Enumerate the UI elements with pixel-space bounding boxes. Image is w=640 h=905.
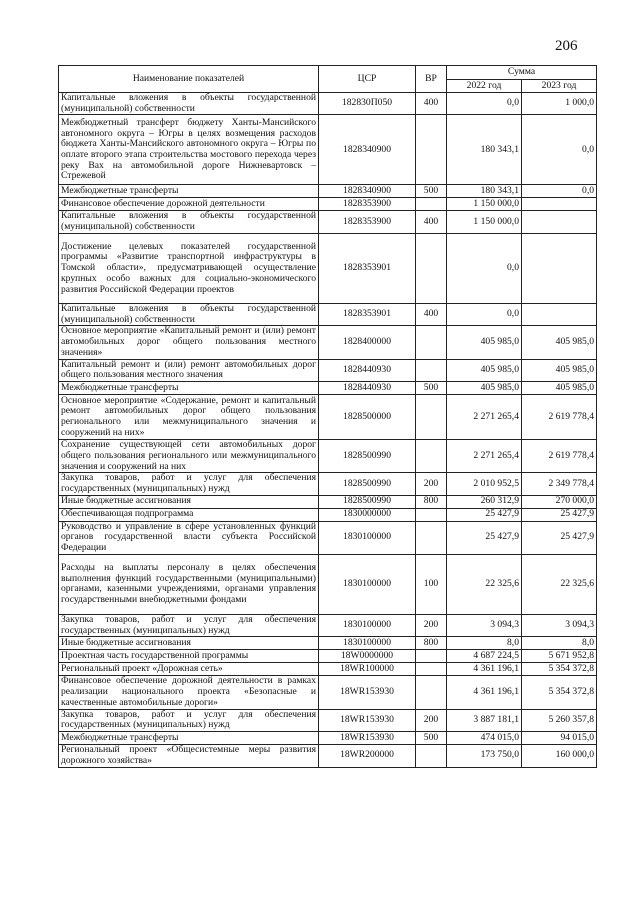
row-sum-2022-cell: 260 312,9	[447, 495, 522, 508]
row-code-cell: 1828353900	[319, 198, 416, 211]
row-sum-2023-cell: 3 094,3	[522, 614, 597, 636]
row-sum-2023-cell	[522, 198, 597, 211]
table-row	[59, 395, 597, 440]
row-code-cell: 18WR153930	[319, 709, 416, 731]
row-sum-2023-cell	[522, 233, 597, 303]
row-name-cell: Иные бюджетные ассигнования	[59, 637, 319, 650]
table-row	[59, 495, 597, 508]
table-row	[59, 211, 597, 233]
row-sum-2022-cell: 2 271 265,4	[447, 395, 522, 440]
row-sum-2022-cell: 4 361 196,1	[447, 663, 522, 676]
row-sum-2022-cell: 8,0	[447, 637, 522, 650]
row-vr-cell: 200	[416, 473, 447, 495]
row-vr-cell: 100	[416, 554, 447, 614]
row-vr-cell: 500	[416, 185, 447, 198]
row-code-cell: 1828400000	[319, 326, 416, 359]
row-code-cell: 1828500000	[319, 395, 416, 440]
row-sum-2023-cell: 405 985,0	[522, 382, 597, 395]
row-code-cell: 1828500990	[319, 440, 416, 473]
table-header	[59, 66, 597, 93]
row-vr-cell	[416, 115, 447, 185]
table-row	[59, 732, 597, 745]
row-code-cell: 1828440930	[319, 359, 416, 381]
row-name-cell: Финансовое обеспечение дорожной деятельности в рамках реализации национального проекта «Безопасные и качественные автомобильные дороги»	[59, 676, 319, 709]
table-row	[59, 198, 597, 211]
table-row	[59, 637, 597, 650]
row-vr-cell	[416, 326, 447, 359]
row-name-cell: Сохранение существующей сети автомобильных дорог общего пользования регионального или межмуниципального значения и сооружений на них	[59, 440, 319, 473]
row-vr-cell	[416, 745, 447, 767]
row-sum-2022-cell: 4 361 196,1	[447, 676, 522, 709]
row-vr-cell: 500	[416, 732, 447, 745]
row-sum-2023-cell: 5 260 357,8	[522, 709, 597, 731]
table-row	[59, 185, 597, 198]
row-sum-2022-cell: 25 427,9	[447, 521, 522, 554]
table-row	[59, 650, 597, 663]
table-row	[59, 521, 597, 554]
row-vr-cell: 200	[416, 709, 447, 731]
header-year-2022: 2022 год	[447, 80, 522, 93]
row-sum-2023-cell: 2 349 778,4	[522, 473, 597, 495]
row-vr-cell	[416, 233, 447, 303]
row-sum-2023-cell: 94 015,0	[522, 732, 597, 745]
row-sum-2022-cell: 180 343,1	[447, 185, 522, 198]
row-code-cell: 18WR200000	[319, 745, 416, 767]
row-sum-2023-cell: 405 985,0	[522, 326, 597, 359]
row-code-cell: 1828500990	[319, 495, 416, 508]
row-name-cell: Межбюджетный трансферт бюджету Ханты-Мансийского автономного округа – Югры в целях возмещения расходов бюджета Ханты-Мансийского автономного округа – Югры по оплате второго этапа строительства мостового перехода через реку Вах на автомобильной дороге Нижневартовск – Стрежевой	[59, 115, 319, 185]
row-code-cell: 1828353900	[319, 211, 416, 233]
table-row	[59, 709, 597, 731]
row-sum-2023-cell	[522, 211, 597, 233]
row-sum-2022-cell: 3 094,3	[447, 614, 522, 636]
row-sum-2022-cell: 4 687 224,5	[447, 650, 522, 663]
table-row	[59, 382, 597, 395]
row-name-cell: Капитальные вложения в объекты государственной (муниципальной) собственности	[59, 211, 319, 233]
table-row	[59, 473, 597, 495]
row-name-cell: Основное мероприятие «Содержание, ремонт и капитальный ремонт автомобильных дорог общего пользования регионального или межмуниципального значения и сооружений на них»	[59, 395, 319, 440]
row-sum-2023-cell: 405 985,0	[522, 359, 597, 381]
row-code-cell: 1830100000	[319, 554, 416, 614]
row-vr-cell: 800	[416, 637, 447, 650]
row-name-cell: Руководство и управление в сфере установленных функций органов государственной власти субъекта Российской Федерации	[59, 521, 319, 554]
table-row	[59, 115, 597, 185]
row-name-cell: Капитальные вложения в объекты государственной (муниципальной) собственности	[59, 303, 319, 325]
table-body	[59, 93, 597, 768]
row-sum-2022-cell: 2 010 952,5	[447, 473, 522, 495]
row-code-cell: 18W0000000	[319, 650, 416, 663]
row-vr-cell	[416, 650, 447, 663]
row-sum-2022-cell: 405 985,0	[447, 326, 522, 359]
row-sum-2023-cell: 25 427,9	[522, 508, 597, 521]
page-number: 206	[555, 38, 578, 54]
row-sum-2022-cell: 1 150 000,0	[447, 198, 522, 211]
table-row	[59, 93, 597, 115]
row-name-cell: Закупка товаров, работ и услуг для обеспечения государственных (муниципальных) нужд	[59, 709, 319, 731]
row-vr-cell	[416, 676, 447, 709]
row-sum-2023-cell: 2 619 778,4	[522, 440, 597, 473]
row-sum-2022-cell: 0,0	[447, 303, 522, 325]
row-vr-cell	[416, 521, 447, 554]
header-sum: Сумма	[447, 66, 597, 80]
table-row	[59, 614, 597, 636]
row-sum-2023-cell: 160 000,0	[522, 745, 597, 767]
row-sum-2022-cell: 405 985,0	[447, 359, 522, 381]
row-code-cell: 1828340900	[319, 115, 416, 185]
row-name-cell: Межбюджетные трансферты	[59, 732, 319, 745]
row-sum-2023-cell: 5 354 372,8	[522, 676, 597, 709]
table-row	[59, 745, 597, 767]
table-row	[59, 554, 597, 614]
row-vr-cell: 500	[416, 382, 447, 395]
row-vr-cell: 200	[416, 614, 447, 636]
header-code: ЦСР	[319, 66, 416, 93]
row-vr-cell: 400	[416, 93, 447, 115]
row-name-cell: Проектная часть государственной программы	[59, 650, 319, 663]
row-name-cell: Обеспечивающая подпрограмма	[59, 508, 319, 521]
row-sum-2023-cell: 5 671 952,8	[522, 650, 597, 663]
row-sum-2023-cell: 1 000,0	[522, 93, 597, 115]
row-vr-cell	[416, 440, 447, 473]
header-vr: ВР	[416, 66, 447, 93]
row-sum-2022-cell: 2 271 265,4	[447, 440, 522, 473]
row-code-cell: 1828500990	[319, 473, 416, 495]
row-sum-2022-cell: 474 015,0	[447, 732, 522, 745]
table-row	[59, 676, 597, 709]
row-name-cell: Региональный проект «Общесистемные меры развития дорожного хозяйства»	[59, 745, 319, 767]
row-vr-cell	[416, 395, 447, 440]
row-sum-2023-cell: 25 427,9	[522, 521, 597, 554]
row-sum-2023-cell: 2 619 778,4	[522, 395, 597, 440]
row-code-cell: 1830100000	[319, 637, 416, 650]
row-code-cell: 1828353901	[319, 233, 416, 303]
row-sum-2023-cell: 22 325,6	[522, 554, 597, 614]
row-name-cell: Иные бюджетные ассигнования	[59, 495, 319, 508]
row-sum-2023-cell: 0,0	[522, 115, 597, 185]
row-name-cell: Закупка товаров, работ и услуг для обеспечения государственных (муниципальных) нужд	[59, 473, 319, 495]
row-name-cell: Межбюджетные трансферты	[59, 382, 319, 395]
row-vr-cell	[416, 663, 447, 676]
row-sum-2022-cell: 22 325,6	[447, 554, 522, 614]
row-code-cell: 182830П050	[319, 93, 416, 115]
row-code-cell: 1828340900	[319, 185, 416, 198]
row-code-cell: 1830100000	[319, 614, 416, 636]
row-code-cell: 1830100000	[319, 521, 416, 554]
row-sum-2022-cell: 0,0	[447, 93, 522, 115]
table-row	[59, 508, 597, 521]
row-sum-2023-cell: 0,0	[522, 185, 597, 198]
row-sum-2022-cell: 25 427,9	[447, 508, 522, 521]
row-vr-cell	[416, 508, 447, 521]
row-sum-2022-cell: 0,0	[447, 233, 522, 303]
row-sum-2022-cell: 3 887 181,1	[447, 709, 522, 731]
row-vr-cell: 800	[416, 495, 447, 508]
row-name-cell: Региональный проект «Дорожная сеть»	[59, 663, 319, 676]
row-name-cell: Достижение целевых показателей государственной программы «Развитие транспортной инфраструктуры в Томской области», предусматривающей осуществление крупных особо важных для социально-экономического развития Российской Федерации проектов	[59, 233, 319, 303]
row-sum-2023-cell: 5 354 372,8	[522, 663, 597, 676]
budget-table	[58, 65, 597, 768]
row-code-cell: 18WR100000	[319, 663, 416, 676]
row-name-cell: Основное мероприятие «Капитальный ремонт и (или) ремонт автомобильных дорог общего пользования местного значения»	[59, 326, 319, 359]
row-name-cell: Капитальные вложения в объекты государственной (муниципальной) собственности	[59, 93, 319, 115]
row-code-cell: 1828353901	[319, 303, 416, 325]
header-year-2023: 2023 год	[522, 80, 597, 93]
table-row	[59, 233, 597, 303]
table-row	[59, 359, 597, 381]
table-row	[59, 326, 597, 359]
row-sum-2022-cell: 1 150 000,0	[447, 211, 522, 233]
row-name-cell: Финансовое обеспечение дорожной деятельности	[59, 198, 319, 211]
row-name-cell: Закупка товаров, работ и услуг для обеспечения государственных (муниципальных) нужд	[59, 614, 319, 636]
row-vr-cell	[416, 198, 447, 211]
row-vr-cell: 400	[416, 303, 447, 325]
row-sum-2022-cell: 405 985,0	[447, 382, 522, 395]
table-row	[59, 663, 597, 676]
row-code-cell: 1830000000	[319, 508, 416, 521]
table-row	[59, 303, 597, 325]
row-vr-cell: 400	[416, 211, 447, 233]
row-name-cell: Капитальный ремонт и (или) ремонт автомобильных дорог общего пользования местного значения	[59, 359, 319, 381]
row-sum-2023-cell: 270 000,0	[522, 495, 597, 508]
row-sum-2022-cell: 173 750,0	[447, 745, 522, 767]
row-sum-2023-cell: 8,0	[522, 637, 597, 650]
row-name-cell: Расходы на выплаты персоналу в целях обеспечения выполнения функций государственными (муниципальными) органами, казенными учреждениями, органами управления государственными внебюджетными фондами	[59, 554, 319, 614]
row-name-cell: Межбюджетные трансферты	[59, 185, 319, 198]
row-code-cell: 18WR153930	[319, 732, 416, 745]
row-sum-2023-cell	[522, 303, 597, 325]
row-vr-cell	[416, 359, 447, 381]
header-name: Наименование показателей	[59, 66, 319, 93]
table-row	[59, 440, 597, 473]
row-code-cell: 18WR153930	[319, 676, 416, 709]
row-sum-2022-cell: 180 343,1	[447, 115, 522, 185]
row-code-cell: 1828440930	[319, 382, 416, 395]
